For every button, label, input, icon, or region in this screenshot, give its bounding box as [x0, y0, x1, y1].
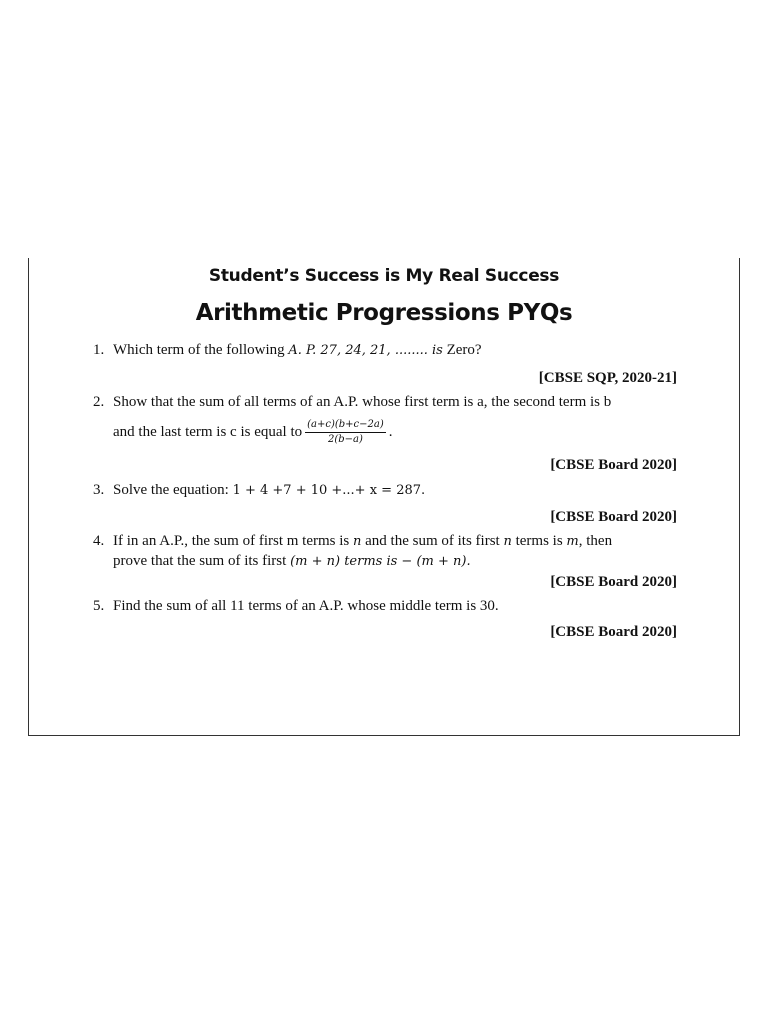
question-text: prove that the sum of its first: [113, 553, 291, 569]
fraction: [305, 418, 386, 447]
question-4: [93, 533, 613, 550]
math-var: m: [566, 534, 579, 549]
question-4-source: [CBSE Board 2020]: [550, 574, 677, 590]
question-number: 3.: [93, 482, 105, 498]
question-5-source: [CBSE Board 2020]: [550, 624, 677, 640]
question-text: and the sum of its first: [361, 533, 504, 549]
page-tagline: Student’s Success is My Real Success: [208, 266, 560, 286]
question-text-end: .: [388, 423, 393, 440]
question-3: [93, 482, 426, 499]
question-math: A. P. 27, 24, 21, ........ is: [288, 343, 443, 358]
question-number: 5.: [93, 598, 105, 614]
question-2: [93, 394, 612, 411]
math-var: n: [503, 534, 512, 549]
question-text: If in an A.P., the sum of first m terms is: [113, 533, 353, 549]
question-text-end: Zero?: [442, 342, 482, 358]
question-text: , then: [578, 533, 613, 549]
question-text: Find the sum of all 11 terms of an A.P. whose middle term is 30.: [113, 598, 499, 614]
fraction-denominator: 2(b−a): [327, 434, 363, 445]
question-math: (m + n) terms is − (m + n).: [290, 554, 471, 569]
question-number: 4.: [93, 533, 105, 549]
math-var: n: [353, 534, 362, 549]
question-math: 1 + 4 +7 + 10 +...+ x = 287.: [232, 483, 426, 498]
question-1: [93, 342, 482, 359]
question-text: Solve the equation:: [113, 482, 233, 498]
question-text: terms is: [511, 533, 567, 549]
question-text: Which term of the following: [113, 342, 289, 358]
fraction-numerator: (a+c)(b+c−2a): [305, 418, 386, 433]
question-4-line-2: [113, 553, 471, 570]
question-2-line-2: [113, 418, 393, 447]
question-number: 1.: [93, 342, 105, 358]
question-1-source: [CBSE SQP, 2020-21]: [538, 370, 677, 386]
document-page: [28, 258, 740, 736]
question-number: 2.: [93, 394, 105, 410]
page-title: Arithmetic Progressions PYQs: [195, 300, 573, 326]
question-text: Show that the sum of all terms of an A.P. whose first term is a, the second term is b: [113, 394, 612, 410]
question-5: [93, 598, 499, 615]
question-2-source: [CBSE Board 2020]: [550, 457, 677, 473]
question-3-source: [CBSE Board 2020]: [550, 509, 677, 525]
question-text: and the last term is c is equal to: [113, 423, 303, 440]
